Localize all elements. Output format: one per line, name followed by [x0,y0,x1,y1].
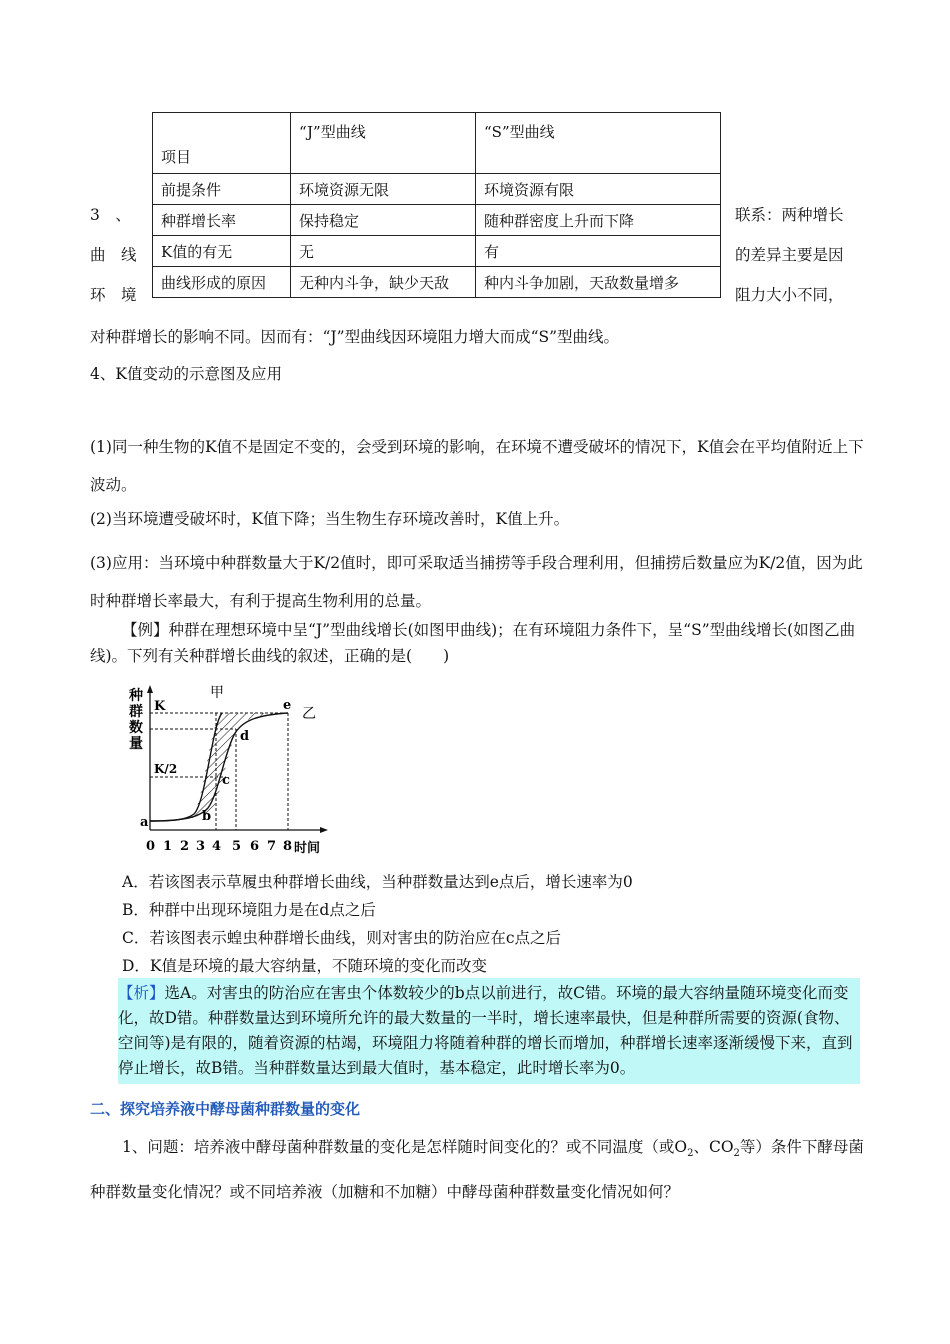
side-text-right: 阻力大小不同， [735,286,844,304]
s-curve-label: 乙 [302,706,316,722]
paragraph: (2)当环境遭受破坏时，K值下降；当生物生存环境改善时，K值上升。 [90,510,570,528]
q-text: 等）条件下酵母菌种群数量变化情况？或不同培养液（加糖和不加糖）中酵母菌种群数量变化情况如何？ [90,1138,864,1202]
table-cell: K值的有无 [153,236,291,267]
table-row [153,267,721,298]
option-c: C．若该图表示蝗虫种群增长曲线，则对害虫的防治应在c点之后 [122,929,562,947]
table-row [153,236,721,267]
side-text-right: 的差异主要是因 [735,246,844,264]
x-tick-labels [146,839,292,854]
table-cell: 保持稳定 [291,205,476,236]
k-label: K [154,699,166,714]
x-axis-arrow [320,827,328,833]
point-label-e: e [283,698,292,713]
option-a: A．若该图表示草履虫种群增长曲线，当种群数量达到e点后，增长速率为0 [122,873,633,891]
subscript: 2 [687,1148,694,1160]
x-tick-label: 6 [250,839,260,854]
point-label-a: a [140,815,149,830]
analysis-box [118,978,860,1084]
table-cell: 无 [291,236,476,267]
y-axis-label: 种 [129,688,143,704]
x-axis-label: 时间 [294,841,321,856]
question-paragraph [90,1128,865,1211]
table-cell: 无种内斗争，缺少天敌 [291,267,476,298]
table-cell: “S”型曲线 [476,113,721,174]
x-tick-label: 5 [232,839,242,854]
example-question: 【例】种群在理想环境中呈“J”型曲线增长(如图甲曲线)；在有环境阻力条件下，呈“S”型曲线增长(如图乙曲线)。下列有关种群增长曲线的叙述，正确的是( ) [90,621,856,665]
table-cell: 种群增长率 [153,205,291,236]
population-growth-graph [118,680,338,865]
x-tick-label: 3 [196,839,206,854]
point-label-d: d [240,729,250,744]
point-label-c: c [222,773,230,788]
q-text: 、CO [693,1138,734,1156]
k-half-label: K/2 [154,762,178,776]
table-cell: 随种群密度上升而下降 [476,205,721,236]
table-row [153,174,721,205]
table-row [153,205,721,236]
x-tick-label: 1 [163,839,173,854]
q-text: 1、问题：培养液中酵母菌种群数量的变化是怎样随时间变化的？或不同温度（或O [122,1138,688,1156]
x-tick-label: 7 [267,839,277,854]
x-tick-label: 0 [146,839,156,854]
analysis-tag: 【析】 [118,984,165,1002]
table-header-row [153,113,721,174]
side-text-left: 曲 线 [90,246,137,264]
section-title: 二、探究培养液中酵母菌种群数量的变化 [90,1100,361,1118]
side-text-left: 3 、 [90,206,131,224]
table-cell: 项目 [153,113,291,174]
table-cell: “J”型曲线 [291,113,476,174]
option-d: D．K值是环境的最大容纳量，不随环境的变化而改变 [122,957,488,975]
table-cell: 环境资源无限 [291,174,476,205]
x-tick-label: 8 [283,839,293,854]
paragraph: (3)应用：当环境中种群数量大于K/2值时，即可采取适当捕捞等手段合理利用，但捕捞后数量应为K/2值，因为此时种群增长率最大，有利于提高生物利用的总量。 [90,554,863,610]
x-tick-label: 4 [212,839,222,854]
y-axis-label: 群 [129,704,143,720]
side-text-right: 联系：两种增长 [735,206,844,224]
paragraph: 对种群增长的影响不同。因而有：“J”型曲线因环境阻力增大而成“S”型曲线。 [90,328,620,346]
point-label-b: b [202,809,212,824]
y-axis-label: 量 [129,736,143,752]
y-axis-label: 数 [129,720,143,736]
j-curve-label: 甲 [210,685,224,701]
x-tick-label: 2 [180,839,190,854]
table-cell: 环境资源有限 [476,174,721,205]
table-cell: 曲线形成的原因 [153,267,291,298]
table-cell: 有 [476,236,721,267]
comparison-table [152,112,721,298]
side-text-left: 环 境 [90,286,137,304]
subscript: 2 [733,1148,740,1160]
table-cell: 种内斗争加剧，天敌数量增多 [476,267,721,298]
paragraph: (1)同一种生物的K值不是固定不变的，会受到环境的影响，在环境不遭受破坏的情况下，K值会在平均值附近上下波动。 [90,438,864,494]
option-b: B．种群中出现环境阻力是在d点之后 [122,901,376,919]
analysis-text: 选A。对害虫的防治应在害虫个体数较少的b点以前进行，故C错。环境的最大容纳量随环境变化而变化，故D错。种群数量达到环境所允许的最大数量的一半时，增长速率最快，但是种群所需要的资源(食物、空间等)是有限的，随着资源的枯竭，环境阻力将随着种群的增长而增加，种群增长速率逐渐缓慢下来，直到停止增长，故B错。当种群数量达到最大值时，基本稳定，此时增长率为0。 [118,984,853,1077]
table-cell: 前提条件 [153,174,291,205]
y-axis-arrow [147,685,153,693]
section-heading: 4、K值变动的示意图及应用 [90,365,282,383]
